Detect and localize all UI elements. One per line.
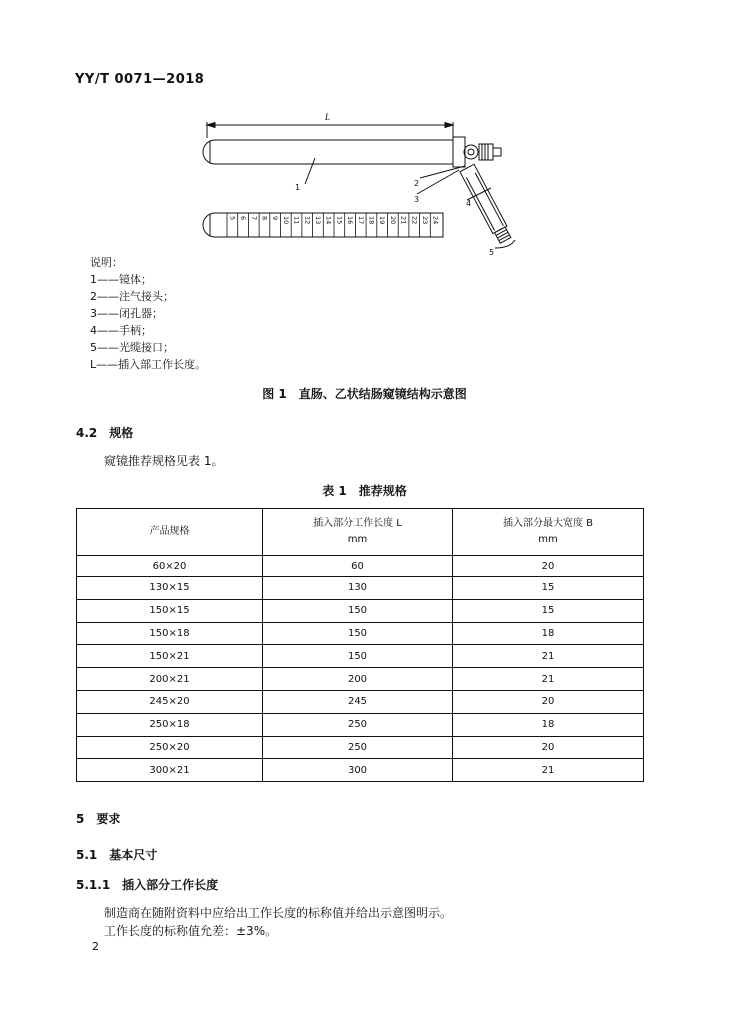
cell-width: 20: [453, 556, 644, 577]
leader-2: [420, 166, 465, 178]
cell-length: 150: [263, 645, 453, 668]
table-row: [77, 577, 644, 600]
cell-length: 150: [263, 622, 453, 645]
scale-label: 20: [388, 216, 397, 225]
leader-1: [305, 158, 315, 184]
cell-width: 18: [453, 622, 644, 645]
legend-title: 说明：: [90, 256, 123, 269]
callout-4: 4: [466, 199, 472, 208]
section-4-2-text: 窥镜推荐规格见表 1。: [104, 454, 224, 468]
cell-spec: 150×21: [77, 645, 263, 668]
scale-label: 17: [356, 216, 365, 225]
standard-code: YY/T 0071—2018: [75, 72, 205, 87]
header-spec-label: 产品规格: [149, 526, 190, 537]
section-4-2-heading: 4.2 规格: [76, 426, 134, 440]
header-spec: [77, 509, 263, 556]
cell-length: 300: [263, 759, 453, 782]
header-width: [453, 509, 644, 556]
cell-length: 250: [263, 736, 453, 759]
scale-label: 24: [431, 216, 440, 225]
table-row: [77, 645, 644, 668]
legend-item-2: 2——注气接头；: [90, 290, 174, 303]
cell-width: 21: [453, 668, 644, 691]
scale-label: 5: [228, 216, 237, 221]
scale-label: 22: [410, 216, 419, 225]
header-width-unit: mm: [538, 534, 558, 545]
callout-3: 3: [414, 195, 420, 204]
cell-spec: 150×15: [77, 599, 263, 622]
cell-spec: 60×20: [77, 556, 263, 577]
cell-spec: 130×15: [77, 577, 263, 600]
section-5-heading: 5 要求: [76, 812, 121, 826]
scale-label: 16: [346, 216, 355, 225]
scale-label: 14: [324, 216, 333, 225]
cell-length: 60: [263, 556, 453, 577]
scale-label: 11: [292, 216, 301, 225]
scope-hub: [453, 137, 465, 167]
scale-label: 6: [239, 216, 248, 221]
legend-item-5: 5——光缆接口；: [90, 341, 174, 354]
scale-label: 13: [313, 216, 322, 225]
table-header-row: [77, 509, 644, 556]
spec-table: [76, 508, 644, 782]
table-title: 表 1 推荐规格: [322, 484, 407, 498]
cell-width: 20: [453, 690, 644, 713]
table-row: [77, 690, 644, 713]
cell-width: 21: [453, 645, 644, 668]
scale-label: 8: [260, 216, 269, 221]
cell-spec: 250×20: [77, 736, 263, 759]
scale-label: 10: [281, 216, 290, 225]
scale-label: 23: [420, 216, 429, 225]
callout-2: 2: [414, 179, 420, 188]
callout-5: 5: [489, 248, 495, 257]
scale-label: 19: [378, 216, 387, 225]
legend-item-3: 3——闭孔器；: [90, 307, 163, 320]
cell-width: 15: [453, 577, 644, 600]
cell-length: 150: [263, 599, 453, 622]
scale-label: 15: [335, 216, 344, 225]
cell-length: 130: [263, 577, 453, 600]
scale-label: 12: [303, 216, 312, 225]
cell-width: 15: [453, 599, 644, 622]
section-5-1-1-line2: 工作长度的标称值允差：±3%。: [104, 924, 278, 938]
callout-1: 1: [295, 183, 301, 192]
insufflation-connector: [464, 145, 478, 159]
header-width-label: 插入部分最大宽度 B: [502, 518, 594, 529]
scope-tube-top: [203, 140, 453, 164]
cell-spec: 250×18: [77, 713, 263, 736]
header-length-label: 插入部分工作长度 L: [313, 518, 402, 529]
table-row: [77, 556, 644, 577]
cell-length: 200: [263, 668, 453, 691]
table-row: [77, 622, 644, 645]
section-5-1-heading: 5.1 基本尺寸: [76, 848, 158, 862]
table-row: [77, 736, 644, 759]
table-row: [77, 599, 644, 622]
table-row: [77, 759, 644, 782]
section-5-1-1-heading: 5.1.1 插入部分工作长度: [76, 878, 219, 892]
cell-length: 245: [263, 690, 453, 713]
table-row: [77, 668, 644, 691]
scale-label: 18: [367, 216, 376, 225]
cell-spec: 300×21: [77, 759, 263, 782]
table-row: [77, 713, 644, 736]
endoscope-structure-figure: [185, 108, 525, 258]
scale-label: 21: [399, 216, 408, 225]
figure-caption: 图 1 直肠、乙状结肠窥镜结构示意图: [262, 387, 467, 401]
header-length-unit: mm: [347, 534, 368, 545]
dimension-label: L: [325, 112, 331, 122]
cell-width: 18: [453, 713, 644, 736]
cell-spec: 150×18: [77, 622, 263, 645]
legend-item-L: L——插入部工作长度。: [90, 358, 207, 371]
scale-label: 9: [271, 216, 280, 221]
legend-item-1: 1——镜体；: [90, 273, 152, 286]
section-5-1-1-line1: 制造商在随附资料中应给出工作长度的标称值并给出示意图明示。: [104, 906, 453, 920]
cell-spec: 245×20: [77, 690, 263, 713]
cell-length: 250: [263, 713, 453, 736]
cell-width: 21: [453, 759, 644, 782]
page-number: 2: [92, 940, 99, 953]
header-length: [263, 509, 453, 556]
legend-item-4: 4——手柄；: [90, 324, 152, 337]
cell-spec: 200×21: [77, 668, 263, 691]
cell-width: 20: [453, 736, 644, 759]
scale-label: 7: [249, 216, 258, 221]
